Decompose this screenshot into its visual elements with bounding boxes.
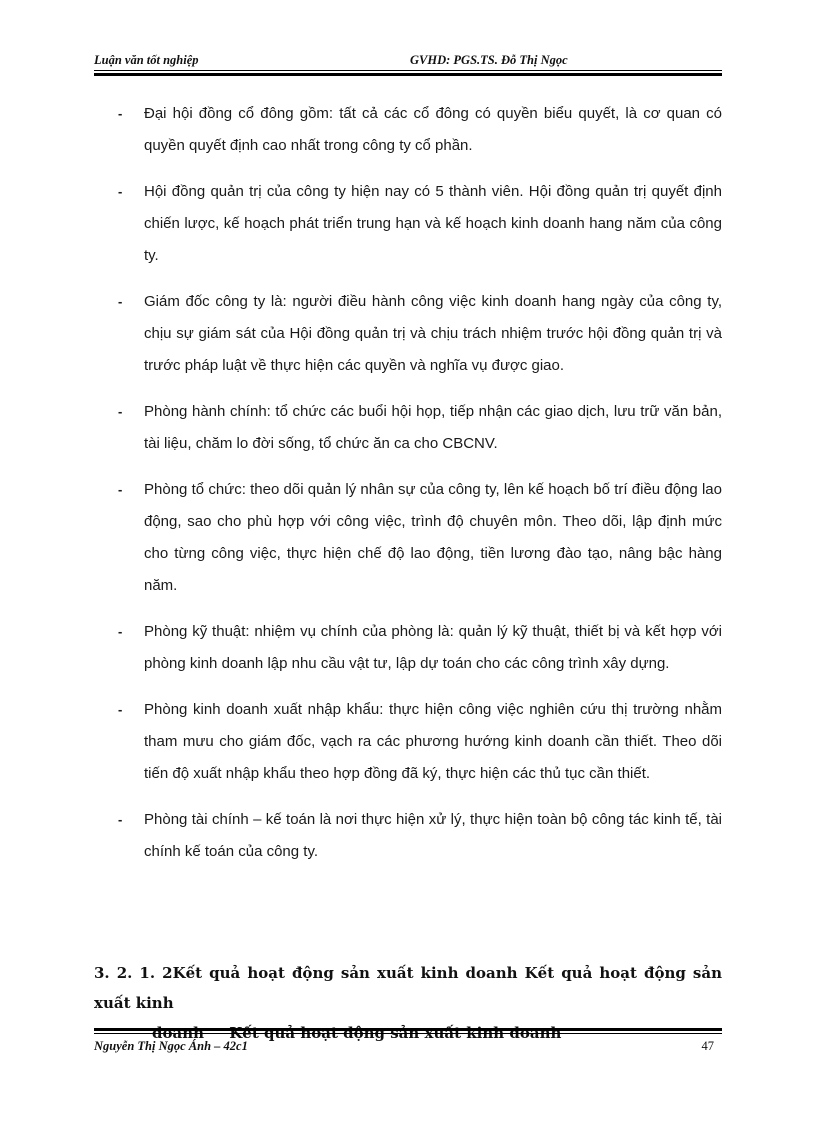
- bullet-list: [118, 98, 722, 882]
- footer-rule-thin: [94, 1033, 722, 1034]
- bullet-mark: -: [118, 812, 123, 827]
- list-item: [118, 694, 722, 790]
- header-rule-thick: [94, 73, 722, 76]
- header-advisor: GVHD: PGS.TS. Đỗ Thị Ngọc: [410, 53, 568, 67]
- list-item-text: Phòng kinh doanh xuất nhập khẩu: thực hiện công việc nghiên cứu thị trường nhằm tham mưu cho giám đốc, vạch ra các phương hướng kinh doanh cần thiết. Theo dõi tiến độ xuất nhập khẩu theo hợp đồng đã ký, thực hiện các thủ tục cần thiết.: [144, 701, 722, 782]
- list-item: [118, 98, 722, 162]
- bullet-mark: -: [118, 106, 123, 121]
- section-heading: [94, 958, 722, 1048]
- list-item-text: Phòng kỹ thuật: nhiệm vụ chính của phòng là: quản lý kỹ thuật, thiết bị và kết hợp với phòng kinh doanh lập nhu cầu vật tư, lập dự toán cho các công trình xây dựng.: [144, 623, 722, 672]
- list-item: [118, 176, 722, 272]
- footer-author: Nguyễn Thị Ngọc Ánh – 42c1: [94, 1039, 248, 1053]
- list-item-text: Giám đốc công ty là: người điều hành công việc kinh doanh hang ngày của công ty, chịu sự giám sát của Hội đồng quản trị và chịu trách nhiệm trước hội đồng quản trị và trước pháp luật về thực hiện các quyền và nghĩa vụ được giao.: [144, 293, 722, 374]
- footer-rule-thick: [94, 1028, 722, 1031]
- bullet-mark: -: [118, 702, 123, 717]
- list-item: [118, 804, 722, 868]
- page-number: 47: [701, 1039, 714, 1053]
- header-thesis-title: Luận văn tốt nghiệp: [94, 53, 199, 67]
- bullet-mark: -: [118, 184, 123, 199]
- list-item: [118, 286, 722, 382]
- section-heading-line1: 3. 2. 1. 2Kết quả hoạt động sản xuất kinh doanh Kết quả hoạt động sản xuất kinh: [94, 964, 722, 1012]
- list-item-text: Phòng tài chính – kế toán là nơi thực hiện xử lý, thực hiện toàn bộ công tác kinh tế, tài chính kế toán của công ty.: [144, 811, 722, 860]
- list-item: [118, 616, 722, 680]
- header-rule-thin: [94, 70, 722, 71]
- list-item-text: Hội đồng quản trị của công ty hiện nay có 5 thành viên. Hội đồng quản trị quyết định chiến lược, kế hoạch phát triển trung hạn và kế hoạch kinh doanh hang năm của công ty.: [144, 183, 722, 264]
- bullet-mark: -: [118, 294, 123, 309]
- bullet-mark: -: [118, 482, 123, 497]
- list-item-text: Phòng tổ chức: theo dõi quản lý nhân sự của công ty, lên kế hoạch bố trí điều động lao động, sao cho phù hợp với công việc, trình độ chuyên môn. Theo dõi, lập định mức cho từng công việc, thực hiện chế độ lao động, tiền lương đào tạo, nâng bậc hàng năm.: [144, 481, 722, 594]
- list-item: [118, 396, 722, 460]
- page-header: [94, 51, 722, 71]
- bullet-mark: -: [118, 624, 123, 639]
- list-item-text: Phòng hành chính: tổ chức các buổi hội họp, tiếp nhận các giao dịch, lưu trữ văn bản, tài liệu, chăm lo đời sống, tổ chức ăn ca cho CBCNV.: [144, 403, 722, 452]
- page-footer: [94, 1039, 722, 1059]
- bullet-mark: -: [118, 404, 123, 419]
- list-item-text: Đại hội đồng cổ đông gồm: tất cả các cổ đông có quyền biểu quyết, là cơ quan có quyền quyết định cao nhất trong công ty cổ phần.: [144, 105, 722, 154]
- list-item: [118, 474, 722, 602]
